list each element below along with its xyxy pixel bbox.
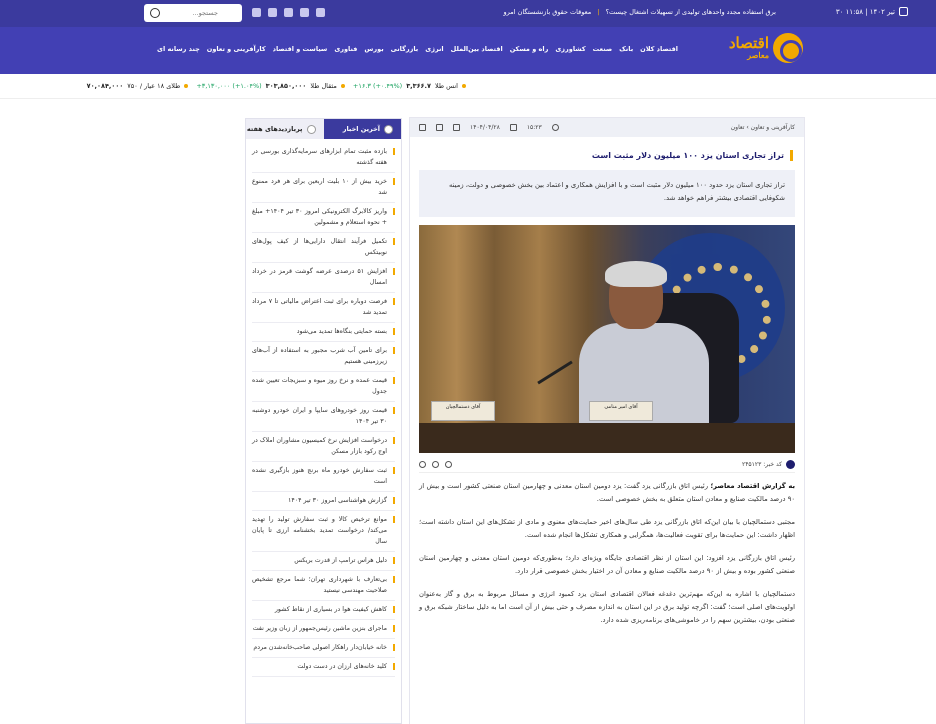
market-label: مثقال طلا bbox=[310, 82, 337, 90]
zoom-out-icon[interactable] bbox=[419, 461, 426, 468]
news-ticker[interactable] bbox=[504, 8, 777, 16]
news-code-text: کد خبر: ۲۴۵۱۲۳ bbox=[741, 461, 782, 468]
list-item[interactable]: بسته حمایتی بنگاه‌ها تمدید می‌شود bbox=[252, 323, 395, 342]
article-photo[interactable] bbox=[419, 225, 795, 453]
main-navigation bbox=[0, 27, 936, 74]
instagram-icon[interactable] bbox=[252, 8, 261, 17]
menu-item[interactable]: کارآفرینی و تعاون bbox=[206, 45, 266, 53]
clock-icon bbox=[384, 125, 393, 134]
menu-item[interactable]: اقتصاد کلان bbox=[640, 45, 678, 53]
bullet-icon bbox=[341, 84, 345, 88]
name-plate: آقای دستمالچیان bbox=[431, 401, 495, 421]
font-size-controls bbox=[419, 461, 452, 468]
bullet-icon bbox=[184, 84, 188, 88]
market-item-gold-mithqal bbox=[196, 82, 345, 90]
list-item[interactable]: گزارش هواشناسی امروز ۳۰ تیر ۱۴۰۴ bbox=[252, 492, 395, 511]
market-value: ۳,۳۶۶.۷ bbox=[406, 82, 431, 90]
tab-latest-news[interactable] bbox=[324, 119, 402, 139]
list-item[interactable]: بازده مثبت تمام ابزارهای سرمایه‌گذاری بورسی در هفته گذشته bbox=[252, 143, 395, 173]
social-links bbox=[252, 8, 325, 17]
list-item[interactable]: دلیل هراس ترامپ از قدرت بریکس bbox=[252, 552, 395, 571]
market-value: ۷۰,۰۸۴,۰۰۰ bbox=[86, 82, 124, 90]
aparat-icon[interactable] bbox=[268, 8, 277, 17]
list-item[interactable]: خرید بیش از ۱۰ بلیت اربعین برای هر فرد ممنوع شد bbox=[252, 173, 395, 203]
tab-label: آخرین اخبار bbox=[342, 125, 380, 133]
calendar-icon bbox=[899, 7, 908, 16]
tab-most-viewed[interactable] bbox=[246, 119, 324, 139]
site-logo[interactable] bbox=[729, 33, 803, 63]
telegram-icon[interactable] bbox=[300, 8, 309, 17]
paragraph-lead: به گزارش اقتصاد معاصر؛ bbox=[710, 482, 795, 490]
menu-item[interactable]: سیاست و اقتصاد bbox=[272, 45, 328, 53]
eye-icon bbox=[307, 125, 316, 134]
reset-zoom-icon[interactable] bbox=[432, 461, 439, 468]
list-item[interactable]: موانع ترخیص کالا و ثبت سفارش تولید را تهدید می‌کند/ درخواست تمدید بخشنامه ارزی تا پایان سال bbox=[252, 511, 395, 552]
article-paragraph bbox=[419, 552, 795, 578]
list-item[interactable]: تکمیل فرآیند انتقال دارایی‌ها از کیف پول‌های نوبیتکس bbox=[252, 233, 395, 263]
calendar-icon bbox=[510, 124, 517, 131]
paragraph-text: مجتبی دستمالچیان با بیان این‌که اتاق بازرگانی یزد طی سال‌های اخیر حمایت‌های معنوی و مادی از تشکل‌های این استان داشته است؛ اظهار داشت: این حمایت‌ها برای تقویت فعالیت‌ها، همگرایی و همکاری تشکل‌ها انجام شده است. bbox=[419, 518, 795, 539]
market-change: +۳,۱۳۰,۰۰۰ (+۱.۰۴%) bbox=[196, 82, 262, 90]
article-meta bbox=[419, 124, 559, 131]
menu-bar bbox=[157, 45, 678, 53]
menu-item[interactable]: صنعت bbox=[592, 45, 613, 53]
article-body bbox=[419, 480, 795, 627]
menu-item[interactable]: بانک bbox=[619, 45, 634, 53]
ticker-separator: | bbox=[597, 8, 600, 16]
menu-item[interactable]: بورس bbox=[364, 45, 384, 53]
market-label: انس طلا bbox=[434, 82, 458, 90]
market-ticker bbox=[0, 74, 936, 99]
logo-icon bbox=[773, 33, 803, 63]
news-code[interactable] bbox=[742, 460, 795, 469]
print-icon[interactable] bbox=[436, 124, 443, 131]
article-date: ۱۴۰۴/۰۴/۲۸ bbox=[470, 124, 500, 131]
list-item[interactable]: افزایش ۵۱ درصدی عرضه گوشت قرمز در خرداد امسال bbox=[252, 263, 395, 293]
menu-item[interactable]: انرژی bbox=[425, 45, 444, 53]
search-box bbox=[144, 4, 242, 22]
list-item[interactable]: واریز کالابرگ الکترونیکی امروز ۳۰ تیر ۱۴۰۴+ مبلغ + نحوه استعلام و مشمولین bbox=[252, 203, 395, 233]
menu-item[interactable]: بازرگانی bbox=[390, 45, 419, 53]
list-item[interactable]: کاهش کیفیت هوا در بسیاری از نقاط کشور bbox=[252, 601, 395, 620]
search-icon[interactable] bbox=[150, 8, 160, 18]
share-icon[interactable] bbox=[419, 124, 426, 131]
link-icon bbox=[786, 460, 795, 469]
list-item[interactable]: ماجرای بنزین ماشین رئیس‌جمهور از زبان وزیر نفت bbox=[252, 620, 395, 639]
sidebar-tabs bbox=[246, 119, 401, 139]
speaker-hair-image bbox=[605, 261, 667, 287]
list-item[interactable]: قیمت روز خودروهای سایپا و ایران خودرو دوشنبه ۳۰ تیر ۱۴۰۴ bbox=[252, 402, 395, 432]
ticker-item[interactable]: برق استفاده مجدد واحدهای تولیدی از تسهیلات اشتغال چیست؟ bbox=[605, 8, 776, 16]
article-paragraph bbox=[419, 588, 795, 627]
logo-line-2: معاصر bbox=[747, 50, 769, 60]
clock-icon bbox=[552, 124, 559, 131]
logo-line-1: اقتصاد bbox=[728, 34, 769, 52]
list-item[interactable]: برای تامین آب شرب مجبور به استفاده از آب‌های زیرزمینی هستیم bbox=[252, 342, 395, 372]
paragraph-text: رئیس اتاق بازرگانی یزد گفت: یزد دومین استان معدنی و چهارمین استان صنعتی کشور است و بیش از ۹۰ درصد مالکیت صنایع و معادن استان متعلق به بخش خصوصی است. bbox=[419, 482, 795, 503]
bullet-icon bbox=[462, 84, 466, 88]
article-tools bbox=[419, 459, 795, 473]
list-item[interactable]: فرصت دوباره برای ثبت اعتراض مالیاتی تا ۷ مرداد تمدید شد bbox=[252, 293, 395, 323]
top-bar bbox=[0, 0, 936, 27]
sidebar bbox=[245, 118, 402, 724]
paragraph-text: رئیس اتاق بازرگانی یزد افزود: این استان از نظر اقتصادی جایگاه ویژه‌ای دارد؛ به‌طوری‌که دومین استان معدنی و چهارمین استان صنعتی کشور بوده و بیش از ۹۰ درصد مالکیت صنایع و معادن آن در اختیار بخش خصوصی قرار دارد. bbox=[419, 554, 795, 575]
market-value: ۳۰۳,۸۵۰,۰۰۰ bbox=[265, 82, 307, 90]
paragraph-text: دستمالچیان با اشاره به این‌که مهم‌ترین دغدغه فعالان اقتصادی استان یزد کمبود انرژی و مسائل مربوط به برق و گاز به‌عنوان اولویت‌های اصلی است؛ گفت: اگرچه تولید برق در این استان به اندازه مصرف و حتی بیش از آن است اما به دلیل ساختار شبکه برق و صنعتی بودن، بیشترین سهم را در خاموشی‌های برنامه‌ریزی شده دارد. bbox=[419, 590, 795, 624]
list-item[interactable]: خانه خیابان‌دار راهکار اصولی صاحب‌خانه‌شدن مردم bbox=[252, 639, 395, 658]
menu-item[interactable]: چند رسانه ای bbox=[157, 45, 200, 53]
article-meta-bar bbox=[410, 118, 804, 137]
list-item[interactable]: درخواست افزایش نرخ کمیسیون مشاوران املاک در اوج رکود بازار مسکن bbox=[252, 432, 395, 462]
logo-text bbox=[729, 36, 769, 60]
menu-item[interactable]: فناوری bbox=[334, 45, 358, 53]
twitter-icon[interactable] bbox=[316, 8, 325, 17]
list-item[interactable]: قیمت عمده و نرخ روز میوه و سبزیجات تعیین شده جدول bbox=[252, 372, 395, 402]
market-label: طلای ۱۸ عیار / ۷۵۰ bbox=[127, 82, 181, 90]
market-item-gold-18k bbox=[87, 82, 189, 90]
article-paragraph bbox=[419, 516, 795, 542]
article-lead: تراز تجاری استان یزد حدود ۱۰۰ میلیون دلار مثبت است و با افزایش همکاری و اعتماد بین بخش خصوصی و دولت، زمینه شکوفایی اقتصادی بیشتر فراهم خواهد شد. bbox=[419, 170, 795, 217]
zoom-in-icon[interactable] bbox=[445, 461, 452, 468]
date-display bbox=[836, 7, 908, 16]
list-item[interactable]: کلید خانه‌های ارزان در دست دولت bbox=[252, 658, 395, 677]
table-image bbox=[419, 423, 795, 453]
rss-icon[interactable] bbox=[284, 8, 293, 17]
news-list bbox=[246, 139, 401, 677]
email-icon[interactable] bbox=[453, 124, 460, 131]
name-plate: آقای امیر منامی bbox=[589, 401, 653, 421]
ticker-item[interactable]: معوقات حقوق بازنشستگان امرو bbox=[503, 8, 592, 16]
article-time: ۱۵:۲۳ bbox=[526, 124, 542, 131]
menu-item[interactable]: کشاورزی bbox=[555, 45, 586, 53]
market-change: +۱۶.۳ (+۰.۴۹%) bbox=[352, 82, 403, 90]
article-paragraph bbox=[419, 480, 795, 506]
article bbox=[409, 117, 805, 724]
menu-item[interactable]: اقتصاد بین‌الملل bbox=[450, 45, 503, 53]
list-item[interactable]: بی‌تعارف با شهرداری تهران؛ شما مرجع تشخیص صلاحیت مهندسی نیستید bbox=[252, 571, 395, 601]
list-item[interactable]: ثبت سفارش خودرو ماه برنج هنوز بازگیری نشده است bbox=[252, 462, 395, 492]
date-text: ۳۰ تیر ۱۴۰۲ | ۱۱:۵۸ bbox=[835, 7, 895, 16]
breadcrumb[interactable]: کارآفرینی و تعاون › تعاون bbox=[730, 124, 795, 131]
tab-label: پربازدیدهای هفته bbox=[246, 125, 303, 133]
menu-item[interactable]: راه و مسکن bbox=[509, 45, 549, 53]
article-headline: تراز تجاری استان یزد ۱۰۰ میلیون دلار مثبت است bbox=[421, 150, 793, 161]
market-item-gold-ounce bbox=[353, 82, 466, 90]
